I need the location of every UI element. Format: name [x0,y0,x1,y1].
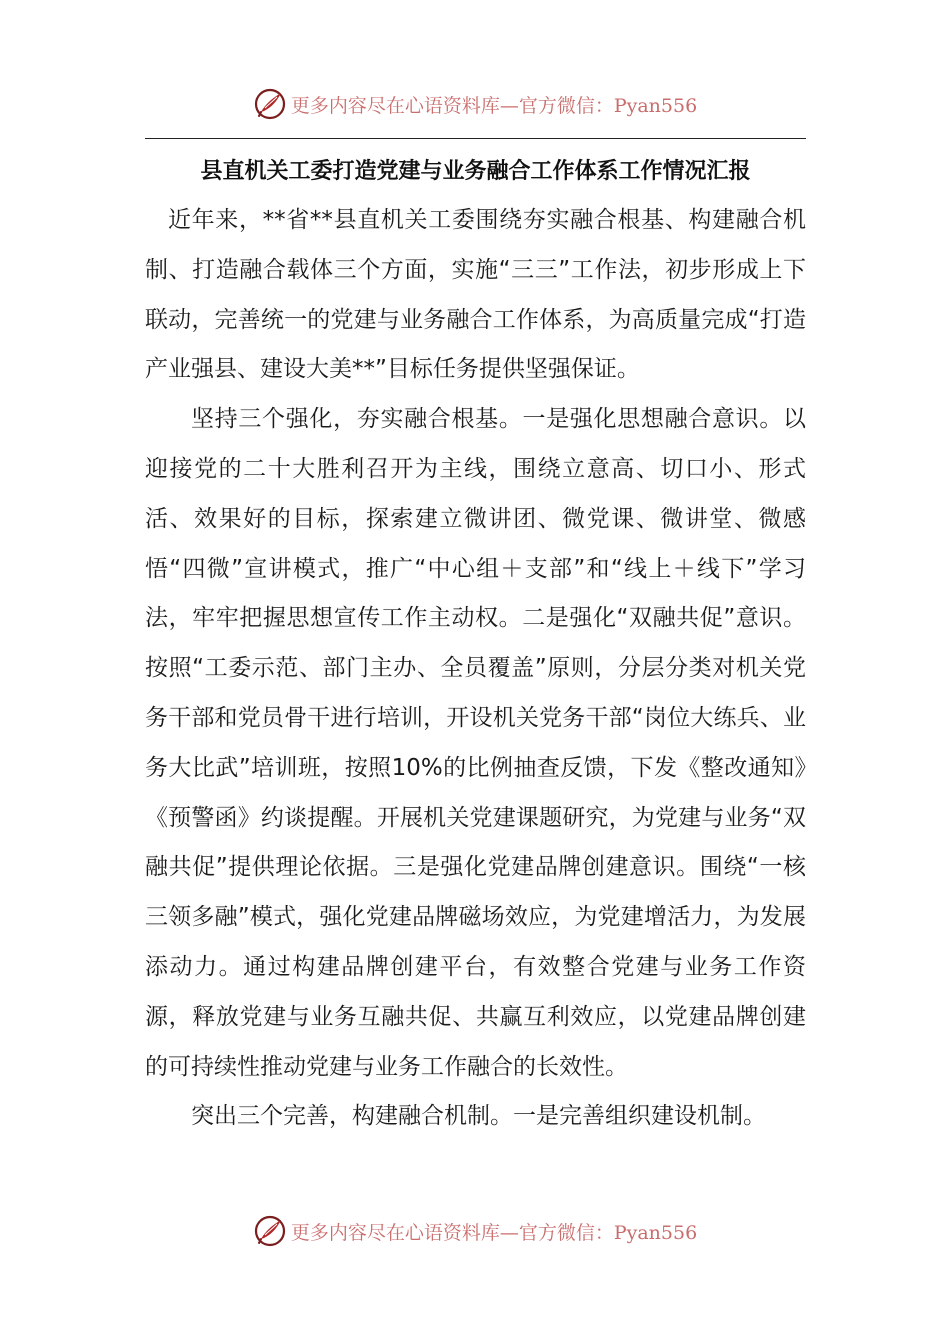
paragraph: 坚持三个强化，夯实融合根基。一是强化思想融合意识。以迎接党的二十大胜利召开为主线，围绕立意高、切口小、形式活、效果好的目标，探索建立微讲团、微党课、微讲堂、微感悟“四微”宣讲模式，推广“中心组＋支部”和“线上＋线下”学习法，牢牢把握思想宣传工作主动权。二是强化“双融共促”意识。按照“工委示范、部门主办、全员覆盖”原则，分层分类对机关党务干部和党员骨干进行培训，开设机关党务干部“岗位大练兵、业务大比武”培训班，按照10%的比例抽查反馈，下发《整改通知》《预警函》约谈提醒。开展机关党建课题研究，为党建与业务“双融共促”提供理论依据。三是强化党建品牌创建意识。围绕“一核三领多融”模式，强化党建品牌磁场效应，为党建增活力，为发展添动力。通过构建品牌创建平台，有效整合党建与业务工作资源，释放党建与业务互融共促、共赢互利效应，以党建品牌创建的可持续性推动党建与业务工作融合的长效性。 [145,406,806,1080]
header-divider [145,138,806,139]
paragraph: 突出三个完善，构建融合机制。一是完善组织建设机制。 [191,1103,766,1130]
banner-text: 更多内容尽在心语资料库—官方微信：Pyan556 [290,94,698,117]
document-title: 县直机关工委打造党建与业务融合工作体系工作情况汇报 [200,159,751,184]
header-banner [0,82,950,126]
quill-logo-icon [253,87,287,121]
footer-banner [0,1209,950,1253]
quill-logo-icon [253,1214,287,1248]
document-body [145,196,806,1142]
banner-text: 更多内容尽在心语资料库—官方微信：Pyan556 [290,1221,698,1244]
paragraph: 近年来，**省**县直机关工委围绕夯实融合根基、构建融合机制、打造融合载体三个方面，实施“三三”工作法，初步形成上下联动，完善统一的党建与业务融合工作体系，为高质量完成“打造产业强县、建设大美**”目标任务提供坚强保证。 [145,207,806,383]
